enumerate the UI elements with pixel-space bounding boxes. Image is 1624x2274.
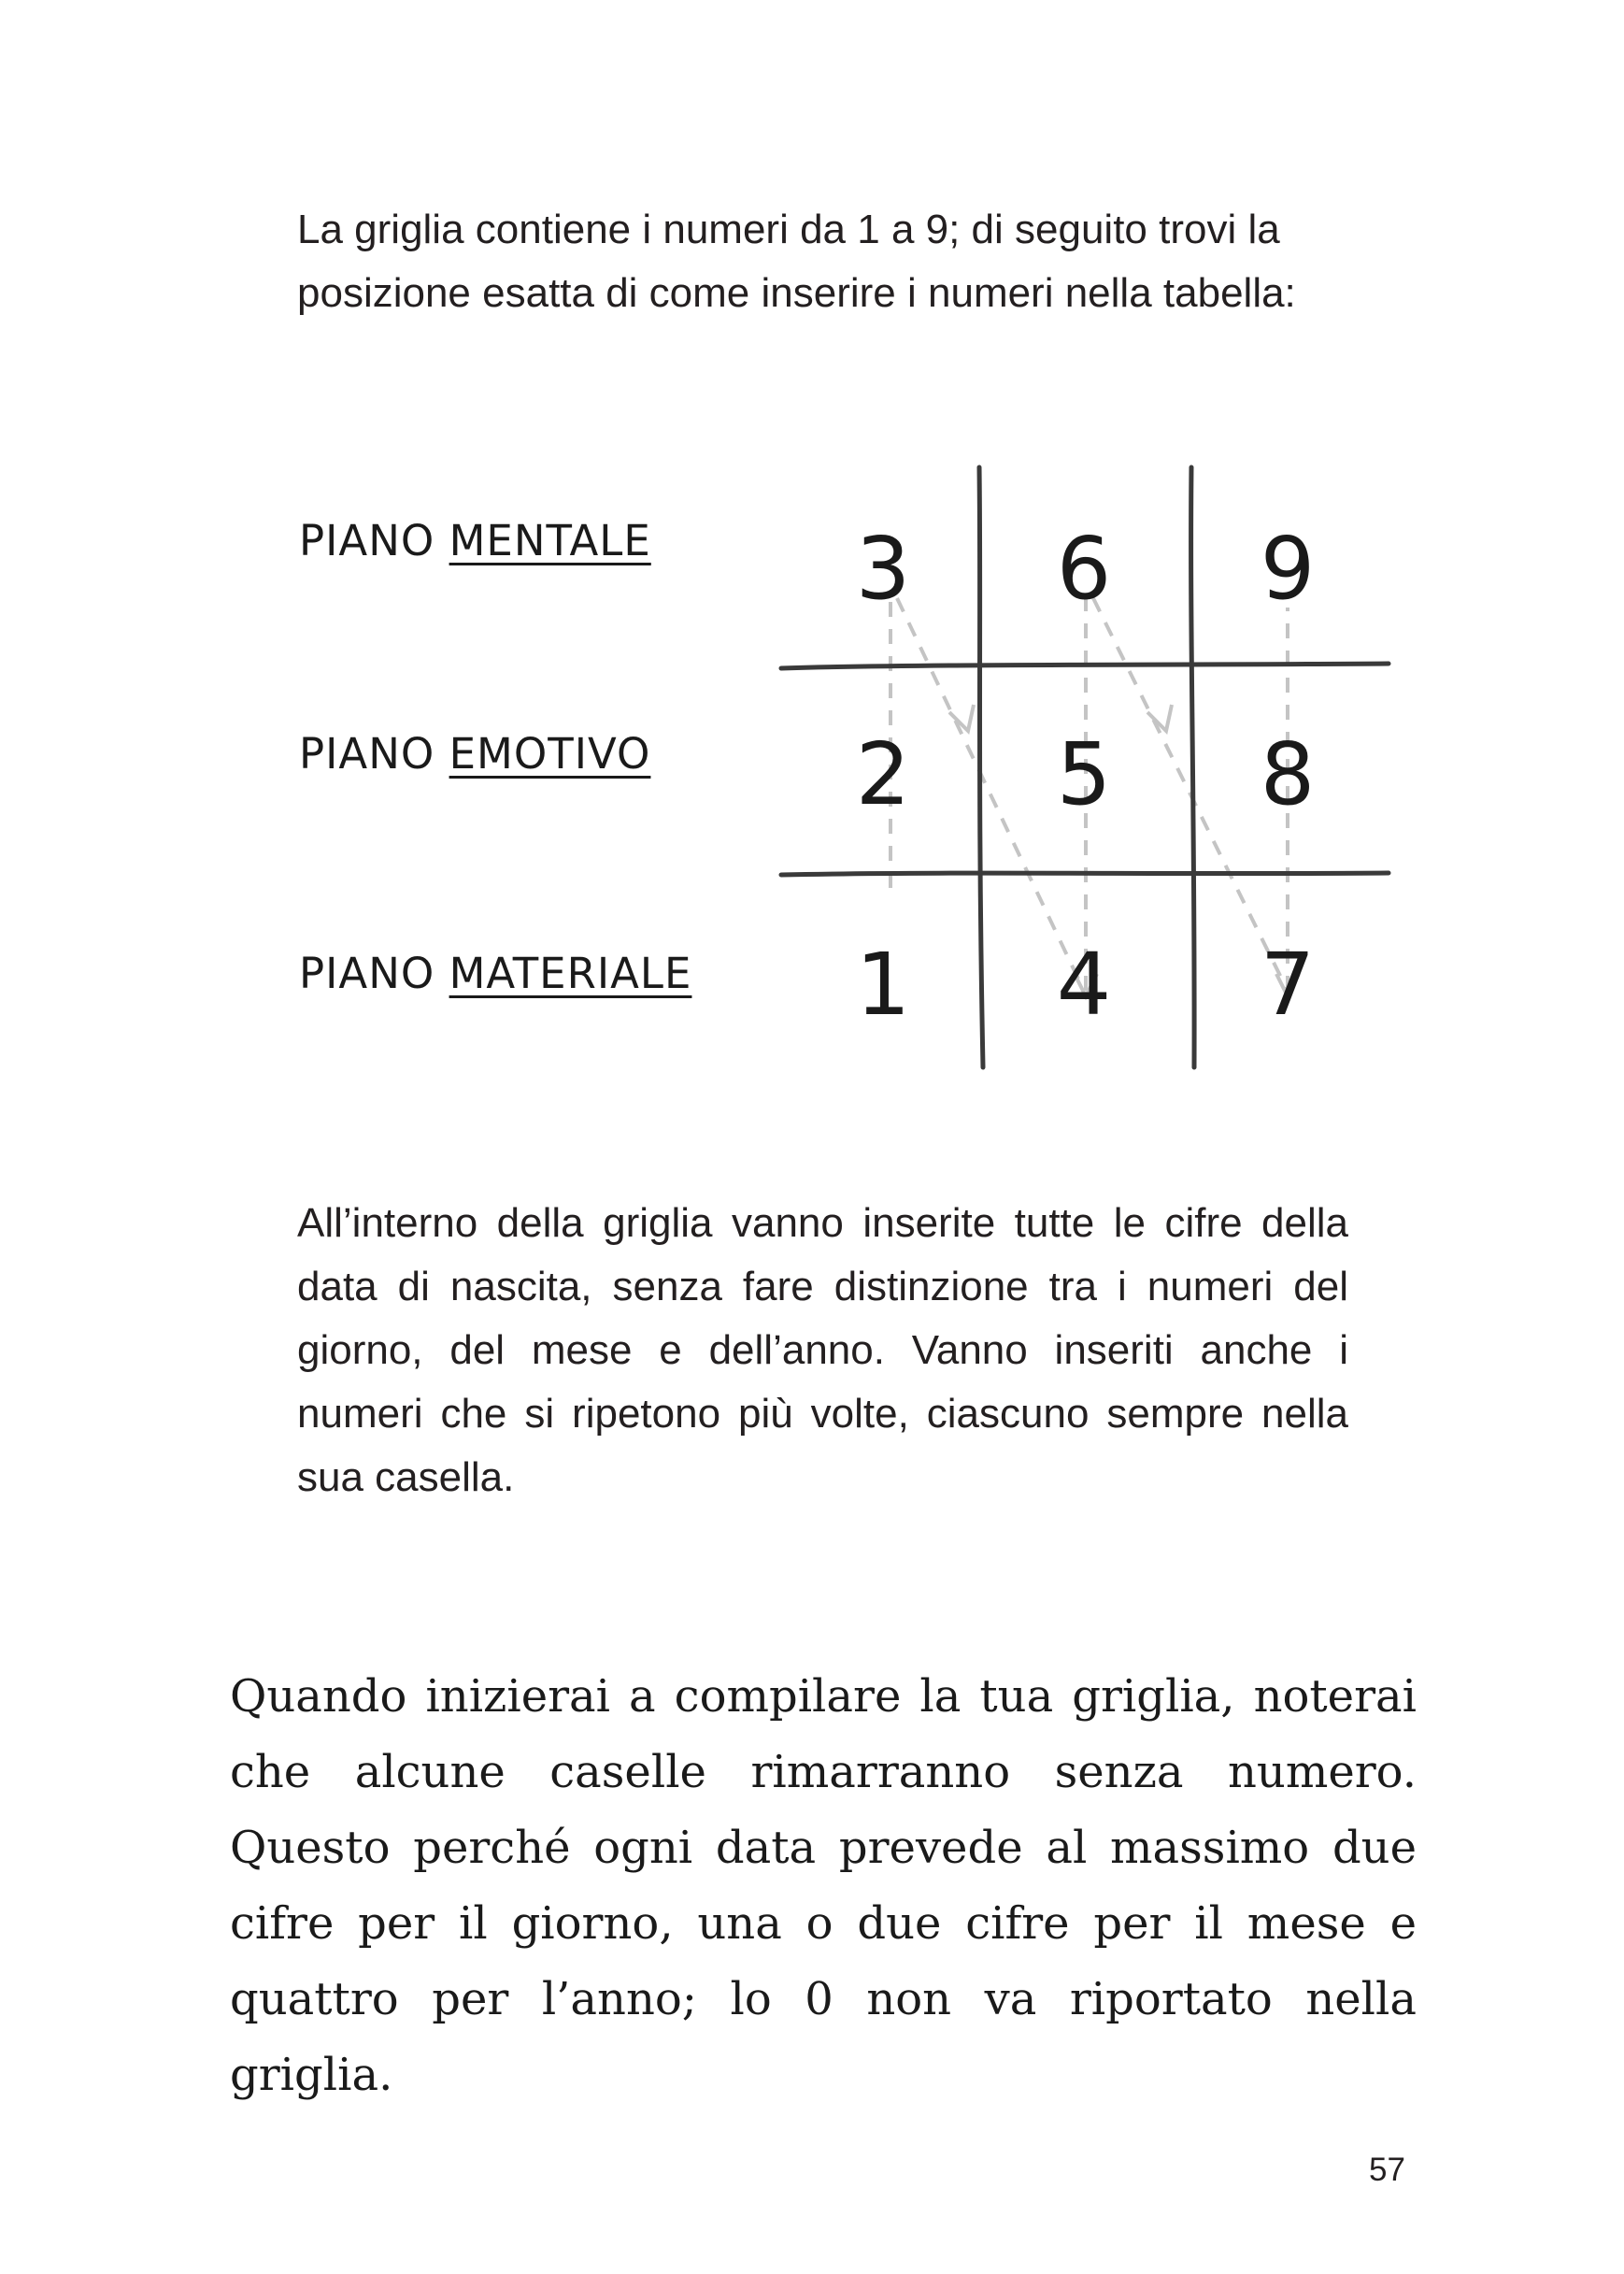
grid-line-horizontal-top (781, 664, 1389, 668)
grid-digit: 4 (1056, 935, 1112, 1035)
plane-label-prefix: PIANO (299, 949, 449, 998)
grid-digit: 7 (1260, 935, 1316, 1035)
grid-line-vertical-left (979, 467, 983, 1067)
grid-line-vertical-right (1191, 467, 1195, 1067)
rules-paragraph: All’interno della griglia vanno inserite tutte le cifre della data di nascita, senza fare distinzione tra i numeri del giorno, del mese e dell’anno. Vanno inseriti anche i numeri che si ripetono più volte, ciascuno sempre nella sua casella. (297, 1200, 1348, 1500)
grid-digit: 3 (855, 519, 911, 619)
guide-arrowheads (949, 705, 1299, 996)
plane-label-name: MENTALE (449, 516, 651, 565)
arrowhead (1147, 705, 1172, 731)
body-paragraph: Quando inizierai a compilare la tua griglia, noterai che alcune caselle rimarranno senza numero. Questo perché ogni data prevede al massimo due cifre per il giorno, una o due cifre per il mese e quattro per l’anno; lo 0 non va riportato nella griglia. (230, 1670, 1417, 2101)
plane-label-prefix: PIANO (299, 729, 449, 779)
arrowhead (949, 705, 974, 731)
grid-digit: 5 (1056, 724, 1112, 824)
grid-digit: 6 (1056, 519, 1112, 619)
grid-digit: 2 (855, 724, 911, 824)
plane-label-prefix: PIANO (299, 516, 449, 565)
page-number: 57 (1369, 2152, 1405, 2188)
grid-digit: 9 (1260, 519, 1316, 619)
plane-label-name: MATERIALE (449, 949, 692, 998)
grid-digits (856, 519, 1316, 1035)
grid-line-horizontal-bottom (781, 873, 1389, 875)
number-grid (0, 0, 1624, 1122)
grid-digit: 8 (1260, 724, 1316, 824)
plane-label-name: EMOTIVO (449, 729, 651, 779)
grid-digit: 1 (855, 935, 911, 1035)
intro-paragraph: La griglia contiene i numeri da 1 a 9; di seguito trovi la posizione esatta di come inserire i numeri nella tabella: (297, 207, 1296, 316)
